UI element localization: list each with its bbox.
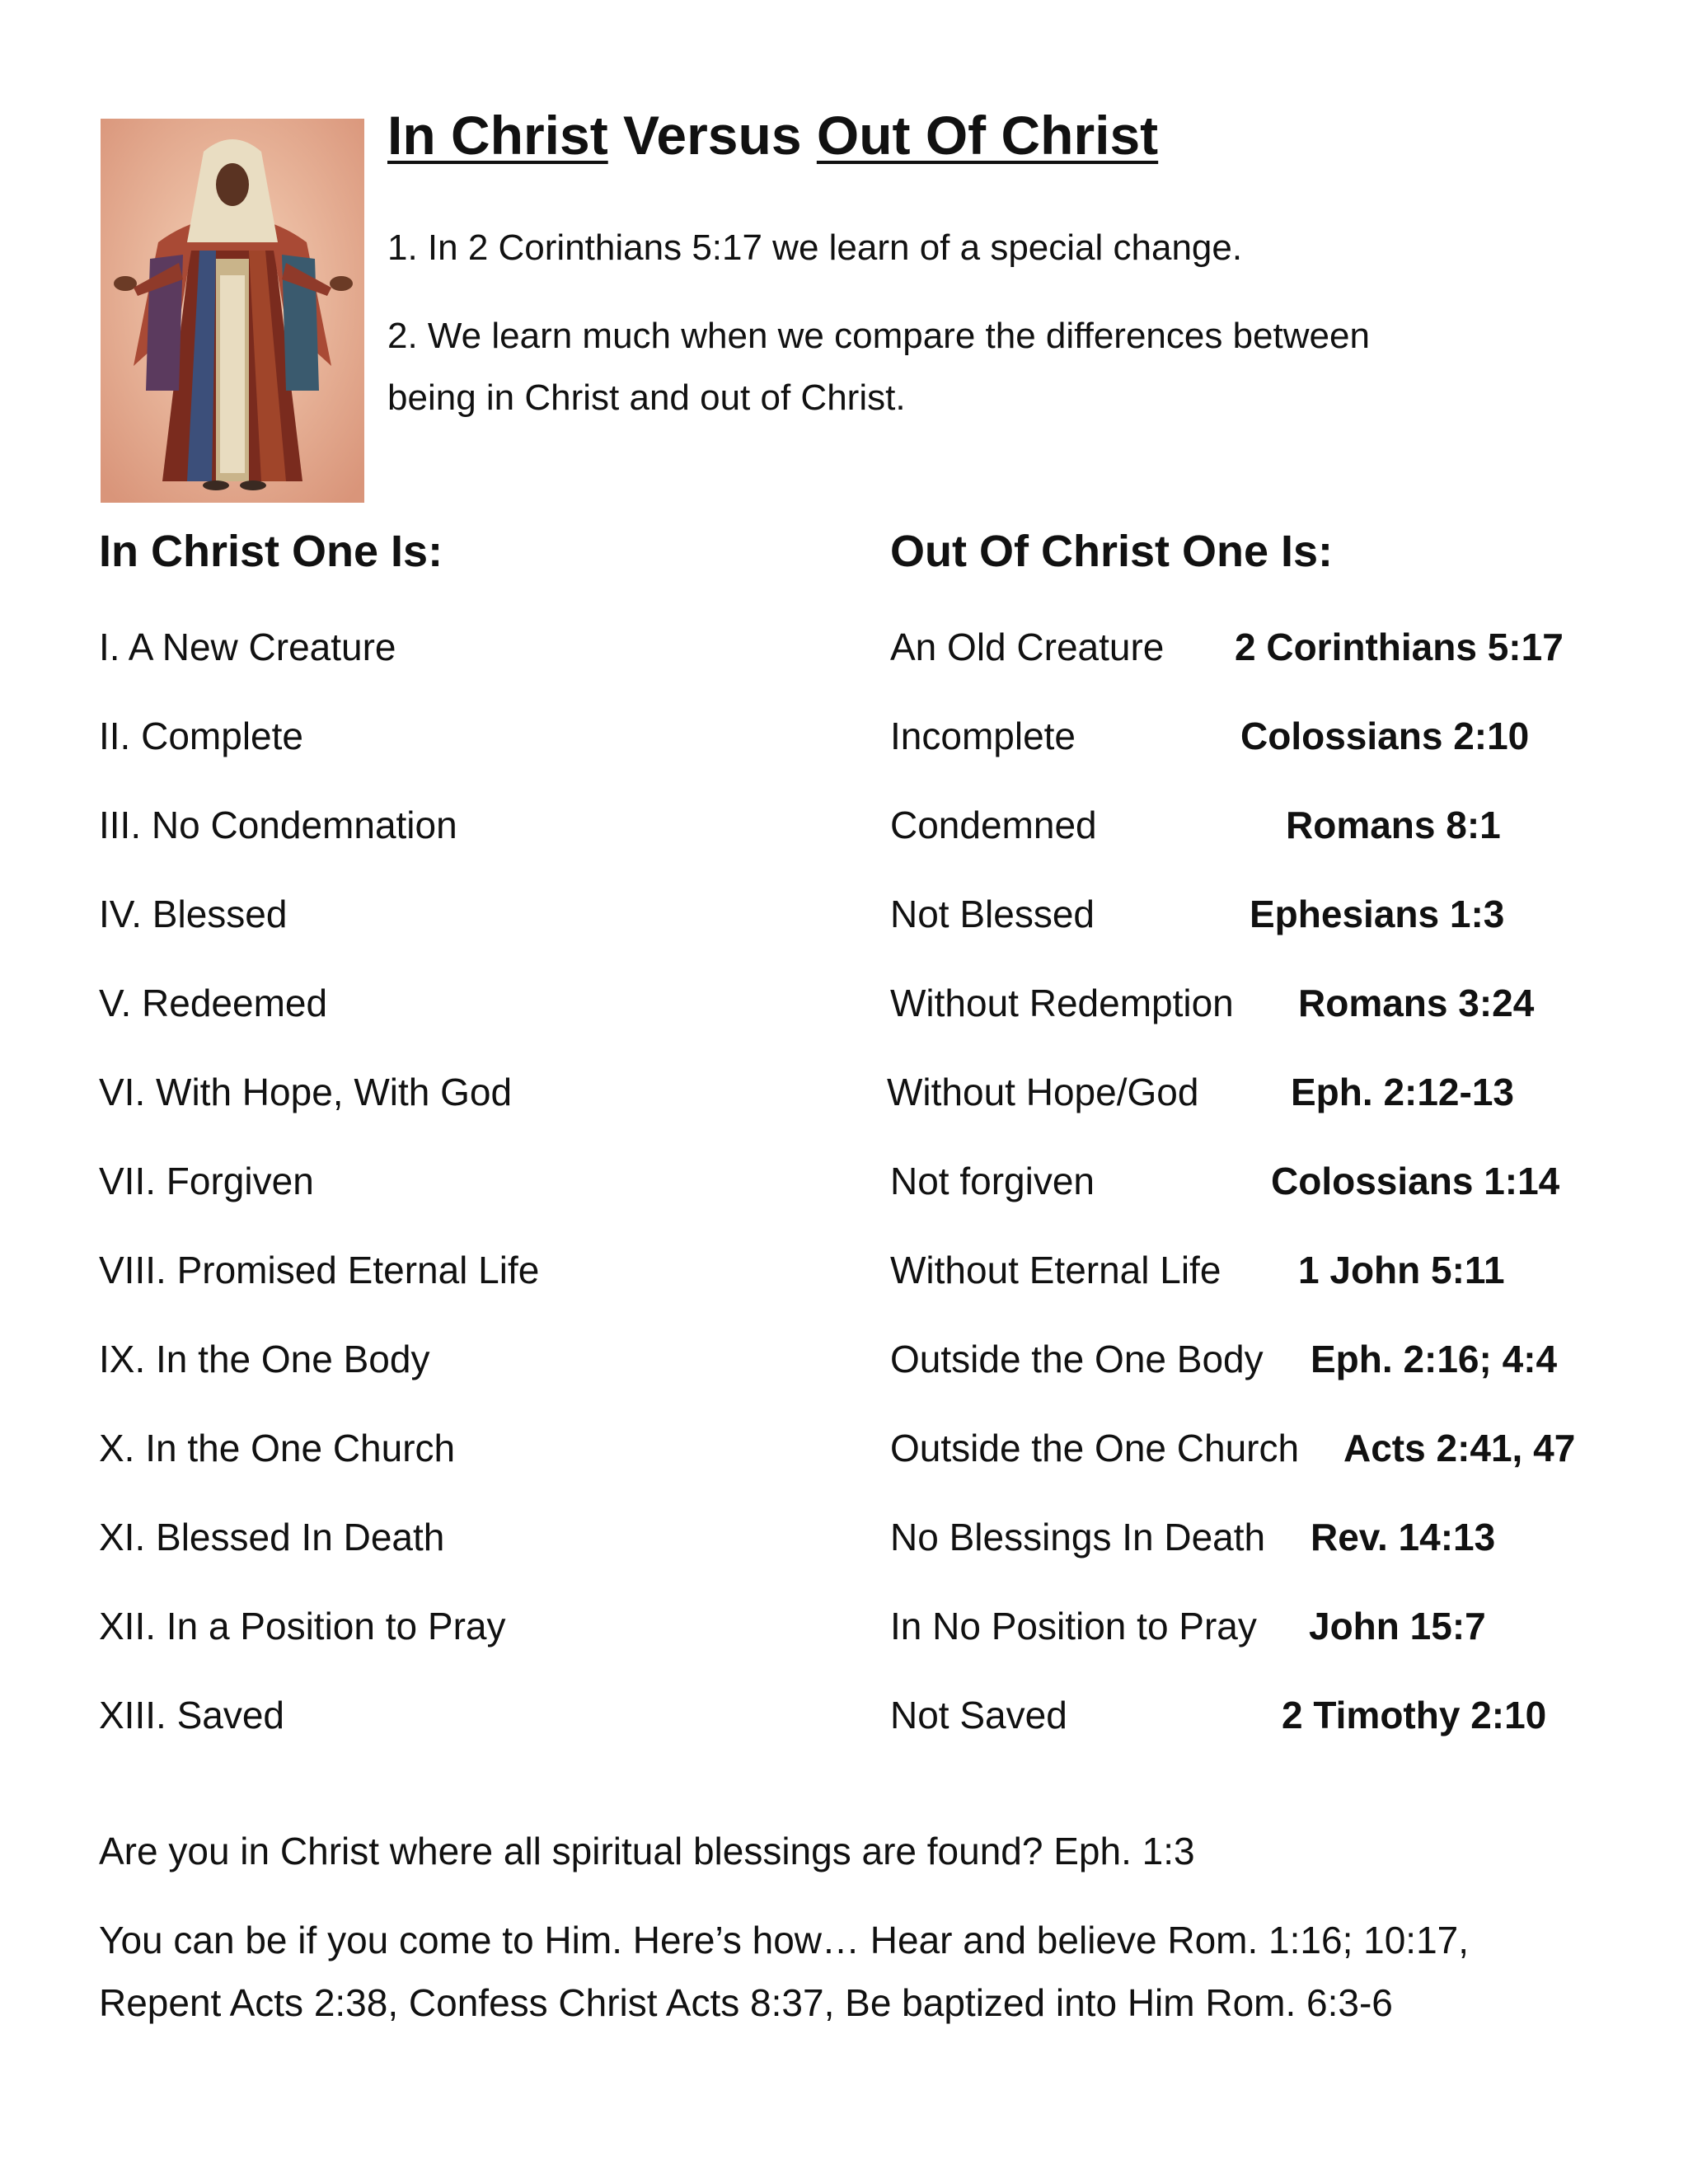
scripture-reference: Eph. 2:16; 4:4 bbox=[1311, 1338, 1558, 1380]
out-of-christ-item: Outside the One Church bbox=[890, 1427, 1300, 1469]
intro-point-2-line-2: being in Christ and out of Christ. bbox=[387, 377, 906, 418]
in-christ-item: XII. In a Position to Pray bbox=[99, 1605, 506, 1647]
comparison-row bbox=[0, 1152, 1688, 1241]
comparison-row bbox=[0, 1508, 1688, 1597]
in-christ-item: IX. In the One Body bbox=[99, 1338, 430, 1380]
title-out-of-christ: Out Of Christ bbox=[816, 105, 1159, 166]
scripture-reference: Eph. 2:12-13 bbox=[1291, 1071, 1514, 1113]
out-of-christ-item: An Old Creature bbox=[890, 626, 1165, 668]
in-christ-item: VII. Forgiven bbox=[99, 1160, 314, 1202]
out-of-christ-item: Not forgiven bbox=[890, 1160, 1095, 1202]
comparison-row bbox=[0, 1063, 1688, 1152]
out-of-christ-item: Not Saved bbox=[890, 1694, 1067, 1736]
comparison-row bbox=[0, 974, 1688, 1063]
comparison-row bbox=[0, 707, 1688, 796]
in-christ-item: II. Complete bbox=[99, 715, 303, 757]
comparison-row bbox=[0, 885, 1688, 974]
in-christ-item: I. A New Creature bbox=[99, 626, 396, 668]
out-of-christ-item: No Blessings In Death bbox=[890, 1516, 1266, 1558]
page-title bbox=[387, 105, 1158, 166]
comparison-row bbox=[0, 1330, 1688, 1419]
scripture-reference: Colossians 1:14 bbox=[1271, 1160, 1560, 1202]
scripture-reference: Romans 3:24 bbox=[1298, 982, 1535, 1024]
comparison-row bbox=[0, 1419, 1688, 1508]
comparison-row bbox=[0, 1241, 1688, 1330]
out-of-christ-item: In No Position to Pray bbox=[890, 1605, 1257, 1647]
scripture-reference: John 15:7 bbox=[1309, 1605, 1486, 1647]
comparison-row bbox=[0, 1686, 1688, 1775]
in-christ-heading: In Christ One Is: bbox=[99, 527, 443, 576]
scripture-reference: Rev. 14:13 bbox=[1311, 1516, 1496, 1558]
robed-figure-portrait-icon bbox=[101, 119, 364, 503]
comparison-row bbox=[0, 618, 1688, 707]
intro-point-1: 1. In 2 Corinthians 5:17 we learn of a special change. bbox=[387, 227, 1243, 268]
title-versus: Versus bbox=[607, 105, 817, 166]
scripture-reference: Colossians 2:10 bbox=[1240, 715, 1530, 757]
out-of-christ-item: Not Blessed bbox=[890, 893, 1095, 935]
title-in-christ: In Christ bbox=[387, 105, 608, 166]
in-christ-item: III. No Condemnation bbox=[99, 804, 457, 846]
in-christ-item: VI. With Hope, With God bbox=[99, 1071, 513, 1113]
in-christ-item: V. Redeemed bbox=[99, 982, 328, 1024]
out-of-christ-item: Without Hope/God bbox=[887, 1071, 1199, 1113]
out-of-christ-item: Outside the One Body bbox=[890, 1338, 1264, 1380]
in-christ-item: XI. Blessed In Death bbox=[99, 1516, 445, 1558]
out-of-christ-item: Without Eternal Life bbox=[890, 1249, 1221, 1291]
intro-point-2-line-1: 2. We learn much when we compare the differences between bbox=[387, 316, 1370, 356]
in-christ-item: X. In the One Church bbox=[99, 1427, 456, 1469]
comparison-row bbox=[0, 1597, 1688, 1686]
intro-point-2 bbox=[387, 305, 1370, 429]
out-of-christ-item: Incomplete bbox=[890, 715, 1076, 757]
scripture-reference: 2 Corinthians 5:17 bbox=[1235, 626, 1564, 668]
scripture-reference: Acts 2:41, 47 bbox=[1343, 1427, 1576, 1469]
closing-question: Are you in Christ where all spiritual blessings are found? Eph. 1:3 bbox=[99, 1830, 1195, 1872]
comparison-row bbox=[0, 796, 1688, 885]
scripture-reference: 1 John 5:11 bbox=[1298, 1249, 1505, 1291]
scripture-reference: Romans 8:1 bbox=[1286, 804, 1501, 846]
out-of-christ-item: Condemned bbox=[890, 804, 1097, 846]
out-of-christ-heading: Out Of Christ One Is: bbox=[890, 527, 1334, 576]
comparison-list bbox=[0, 618, 1688, 1775]
in-christ-item: XIII. Saved bbox=[99, 1694, 285, 1736]
closing-instructions-line-1: You can be if you come to Him. Here’s how… Hear and believe Rom. 1:16; 10:17, bbox=[99, 1919, 1470, 1961]
scripture-reference: Ephesians 1:3 bbox=[1250, 893, 1505, 935]
closing-instructions-line-2: Repent Acts 2:38, Confess Christ Acts 8:37, Be baptized into Him Rom. 6:3-6 bbox=[99, 1981, 1393, 2024]
out-of-christ-item: Without Redemption bbox=[890, 982, 1234, 1024]
in-christ-item: IV. Blessed bbox=[99, 893, 288, 935]
in-christ-item: VIII. Promised Eternal Life bbox=[99, 1249, 540, 1291]
scripture-reference: 2 Timothy 2:10 bbox=[1282, 1694, 1547, 1736]
closing-instructions bbox=[99, 1909, 1469, 2034]
